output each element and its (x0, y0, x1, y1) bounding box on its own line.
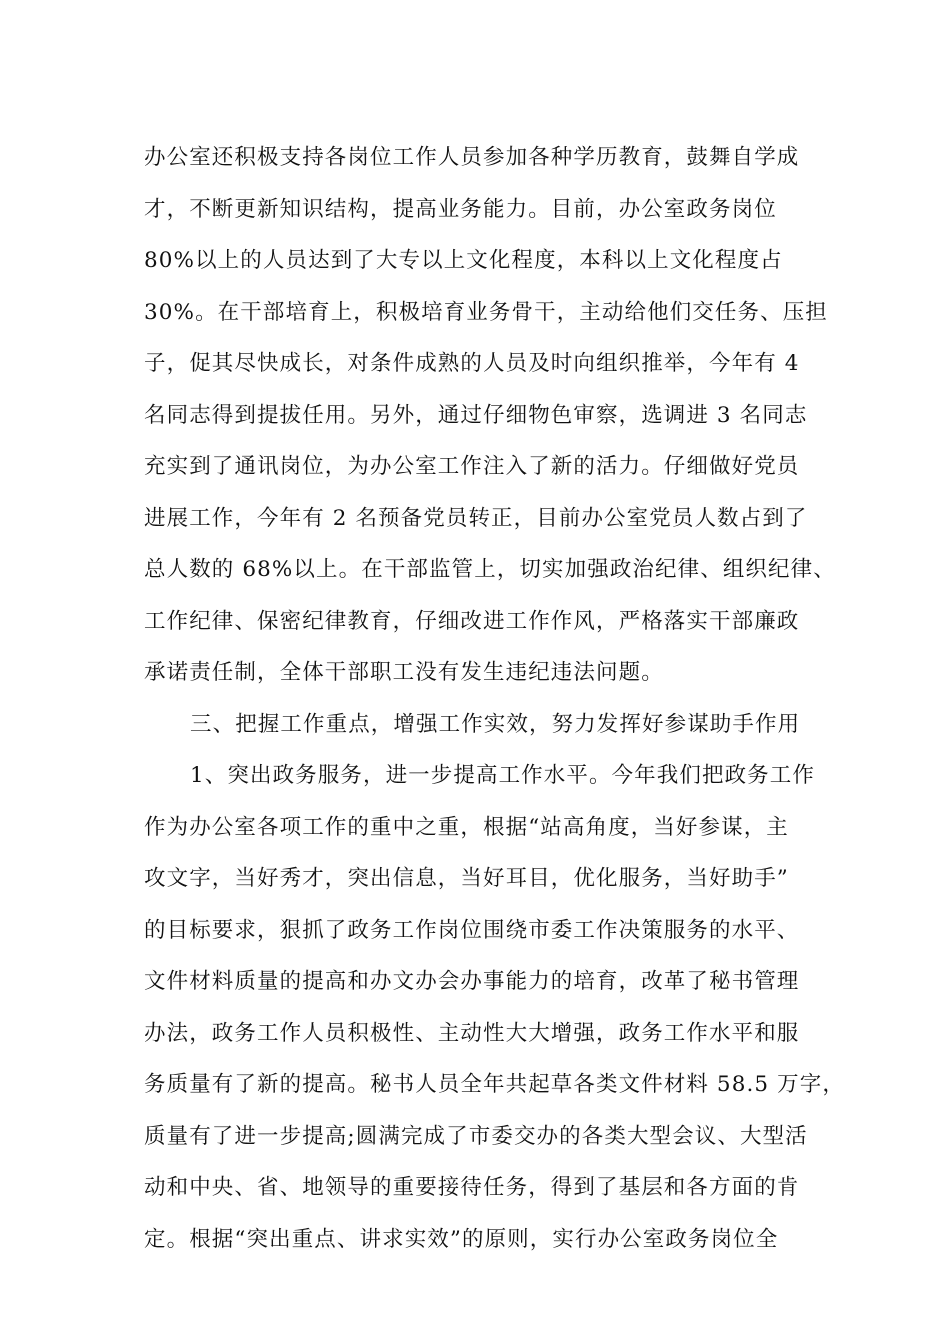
text-line: 承诺责任制，全体干部职工没有发生违纪违法问题。 (144, 660, 664, 685)
text-line: 80%以上的人员达到了大专以上文化程度，本科以上文化程度占 (144, 248, 783, 273)
text-line: 30%。在干部培育上，积极培育业务骨干，主动给他们交任务、压担 (144, 299, 828, 325)
section-heading: 三、把握工作重点，增强工作实效，努力发挥好参谋助手作用 (190, 711, 801, 737)
text-line: 办公室还积极支持各岗位工作人员参加各种学历教育，鼓舞自学成 (144, 145, 800, 170)
text-line: 才，不断更新知识结构，提高业务能力。目前，办公室政务岗位 (144, 196, 777, 222)
text-line: 名同志得到提拔任用。另外，通过仔细物色审察，选调进 3 名同志 (144, 402, 808, 428)
text-line: 充实到了通讯岗位，为办公室工作注入了新的活力。仔细做好党员 (144, 454, 800, 479)
text-line: 攻文字，当好秀才，突出信息，当好耳目，优化服务，当好助手” (144, 866, 789, 891)
text-line: 动和中央、省、地领导的重要接待任务，得到了基层和各方面的肯 (144, 1175, 800, 1200)
text-line: 的目标要求，狠抓了政务工作岗位围绕市委工作决策服务的水平、 (144, 917, 800, 943)
text-line: 作为办公室各项工作的重中之重，根据“站高角度，当好参谋，主 (144, 814, 789, 840)
text-line: 务质量有了新的提高。秘书人员全年共起草各类文件材料 58.5 万字， (144, 1072, 845, 1097)
body-text (144, 132, 845, 1265)
text-line: 质量有了进一步提高;圆满完成了市委交办的各类大型会议、大型活 (144, 1123, 808, 1149)
text-line: 子，促其尽快成长，对条件成熟的人员及时向组织推举，今年有 4 (144, 351, 800, 376)
text-line: 定。根据“突出重点、讲求实效”的原则，实行办公室政务岗位全 (144, 1226, 779, 1252)
paragraph-start-line: 1、突出政务服务，进一步提高工作水平。今年我们把政务工作 (190, 763, 815, 788)
text-line: 工作纪律、保密纪律教育，仔细改进工作作风，严格落实干部廉政 (144, 608, 800, 634)
text-line: 办法，政务工作人员积极性、主动性大大增强，政务工作水平和服 (144, 1020, 800, 1046)
text-line: 总人数的 68%以上。在干部监管上，切实加强政治纪律、组织纪律、 (144, 557, 836, 582)
text-line: 文件材料质量的提高和办文办会办事能力的培育，改革了秘书管理 (144, 969, 800, 994)
text-line: 进展工作，今年有 2 名预备党员转正，目前办公室党员人数占到了 (144, 505, 808, 531)
